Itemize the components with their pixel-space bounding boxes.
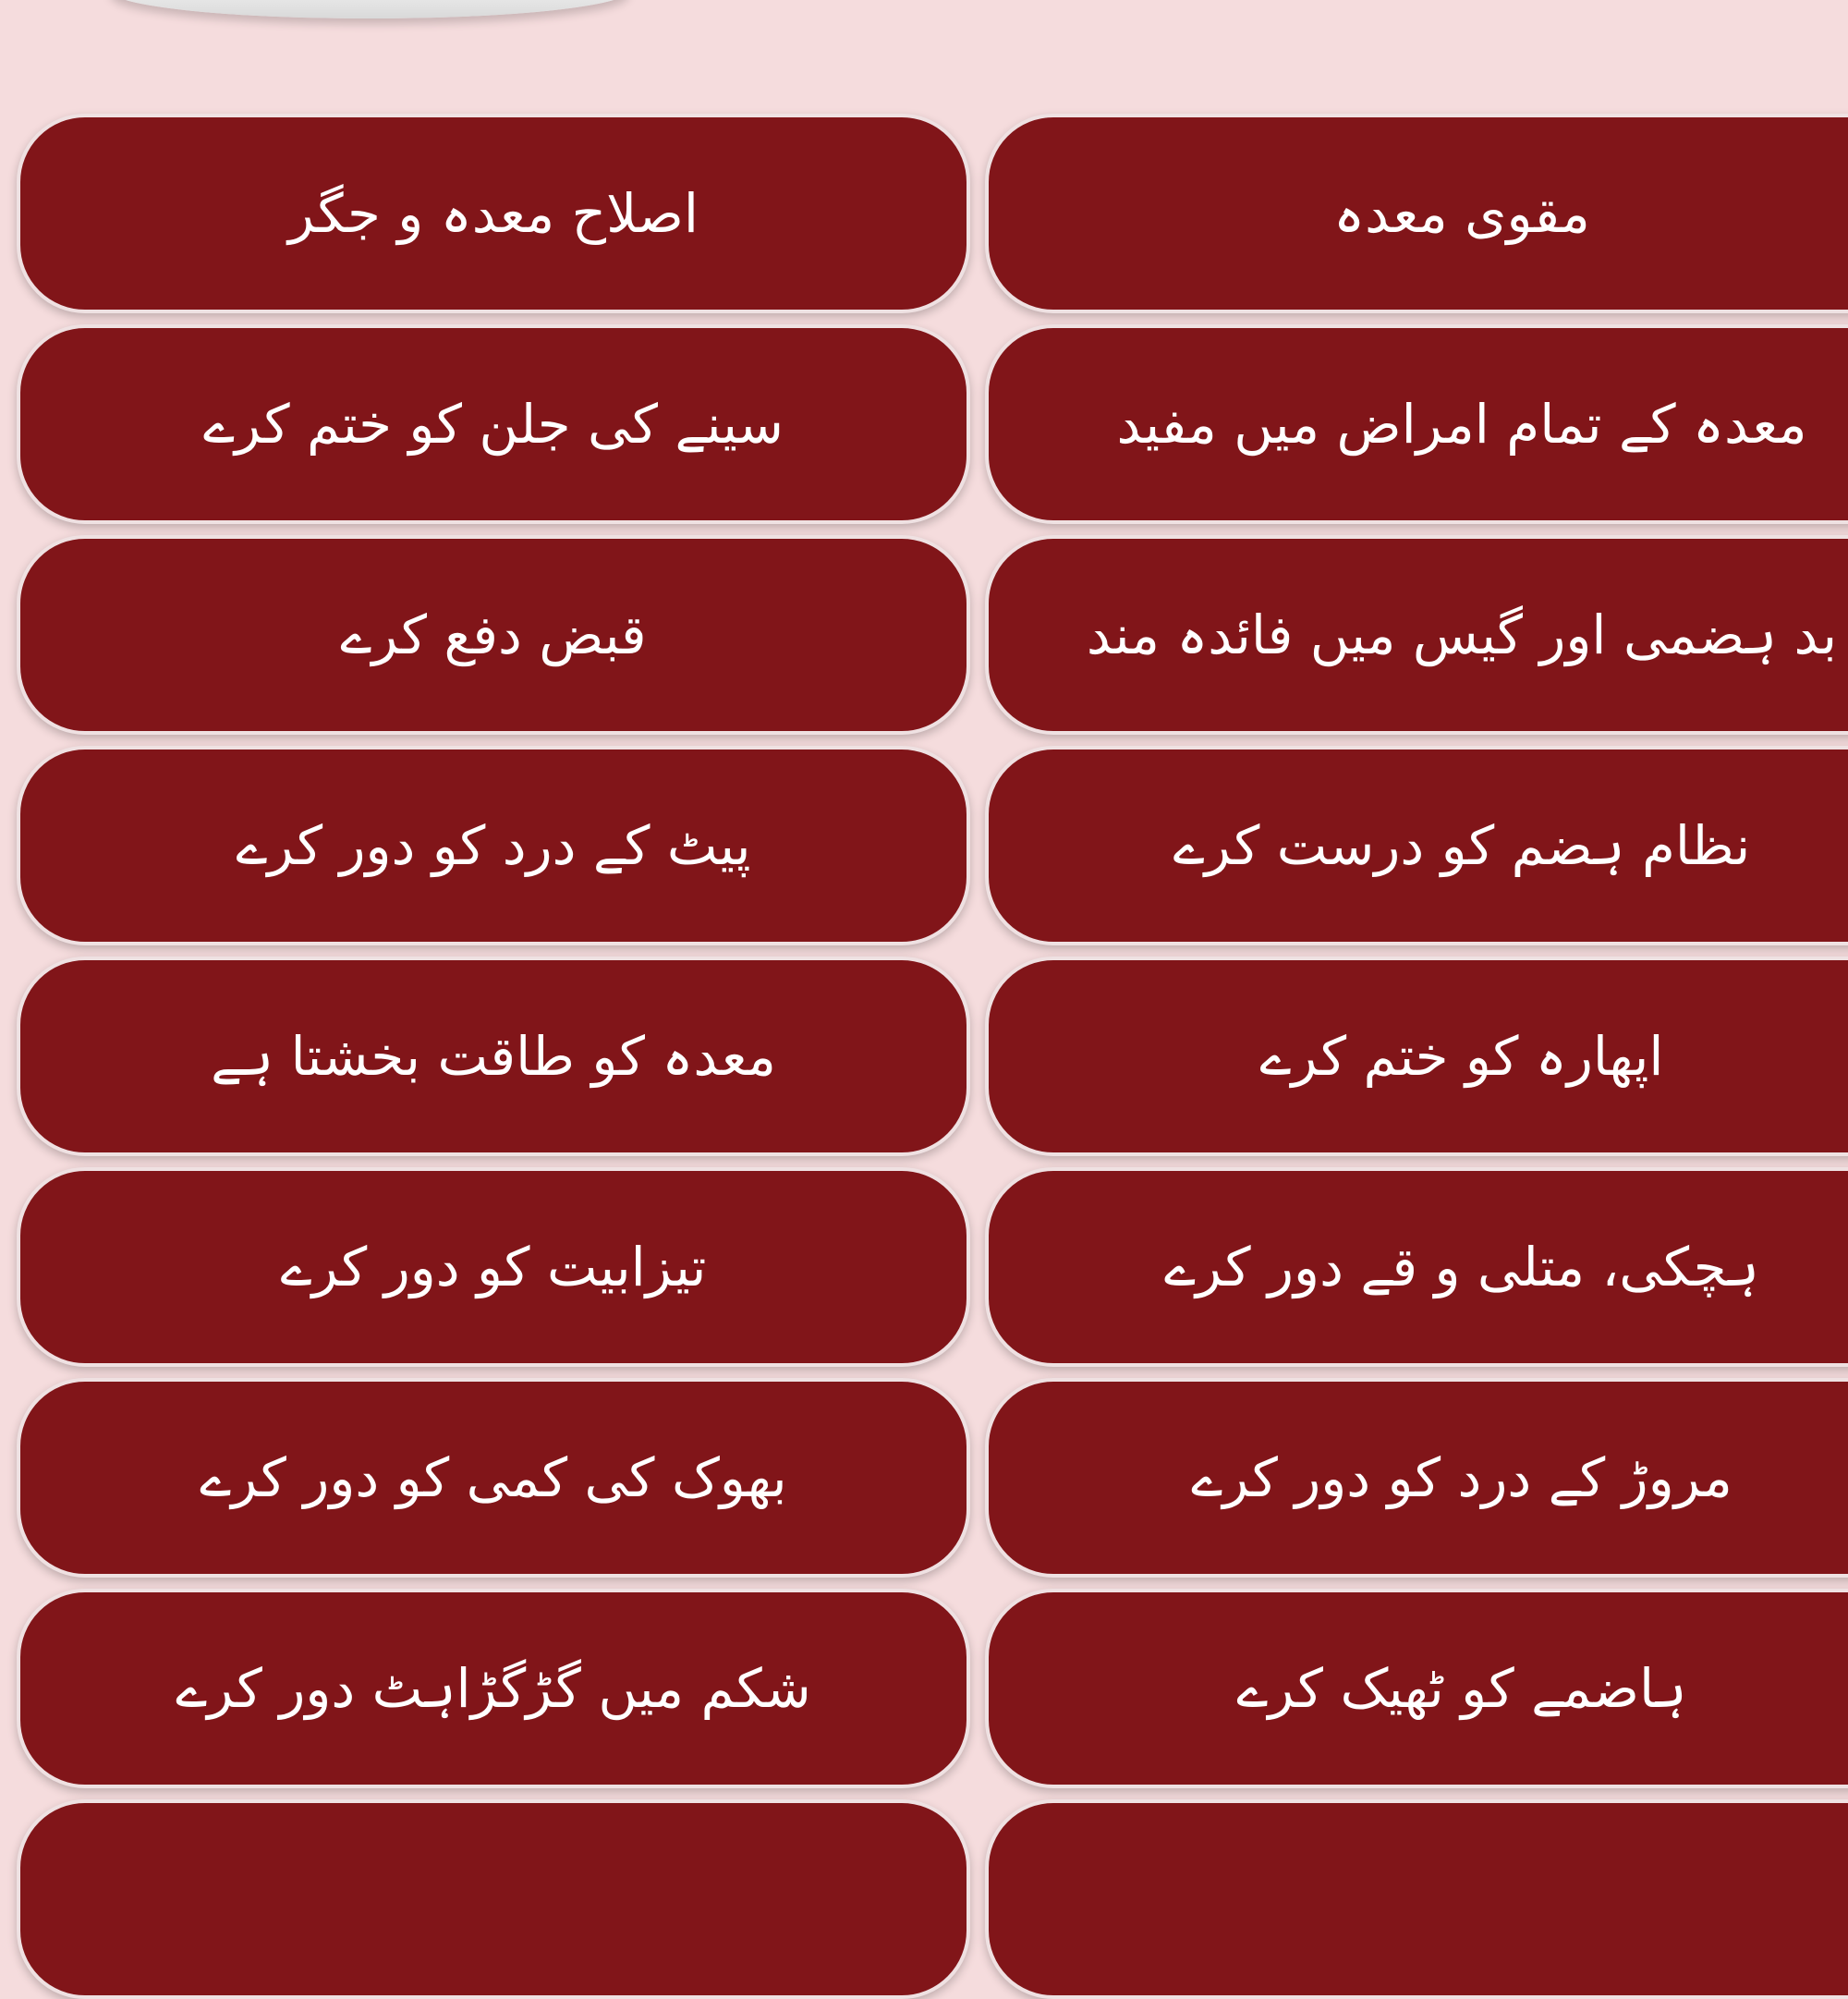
- benefit-label: سینے کی جلن کو ختم کرے: [202, 393, 784, 456]
- benefit-label: بھوک کی کمی کو دور کرے: [200, 1446, 787, 1509]
- benefit-left-8: [17, 1589, 970, 1788]
- benefit-label: نظام ہضم کو درست کرے: [1173, 814, 1751, 877]
- benefit-right-1: [985, 114, 1848, 313]
- benefit-label: قبض دفع کرے: [340, 603, 647, 666]
- benefit-label: معدہ کو طاقت بخشتا ہے: [211, 1025, 776, 1088]
- benefit-label: تیزابیت کو دور کرے: [280, 1236, 707, 1298]
- benefit-right-4: [985, 746, 1848, 945]
- benefit-right-5: [985, 957, 1848, 1156]
- benefit-label: اصلاح معدہ و جگر: [287, 182, 699, 245]
- benefit-right-8: [985, 1589, 1848, 1788]
- benefits-grid: [17, 114, 1838, 1999]
- benefit-label: بد ہضمی اور گیس میں فائدہ مند: [1086, 603, 1838, 666]
- benefit-left-2: [17, 324, 970, 524]
- benefit-right-7: [985, 1378, 1848, 1578]
- benefit-left-5: [17, 957, 970, 1156]
- benefit-right-6: [985, 1167, 1848, 1367]
- benefit-left-1: [17, 114, 970, 313]
- benefit-left-6: [17, 1167, 970, 1367]
- benefit-label: شکم میں گڑگڑاہٹ دور کرے: [176, 1657, 811, 1720]
- benefit-right-2: [985, 324, 1848, 524]
- benefit-label: مقوی معدہ: [1333, 182, 1590, 245]
- benefit-label: ہاضمے کو ٹھیک کرے: [1236, 1657, 1687, 1720]
- benefit-label: اپھارہ کو ختم کرے: [1259, 1025, 1664, 1088]
- benefit-left-4: [17, 746, 970, 945]
- benefit-right-9: [985, 1799, 1848, 1999]
- benefit-label: مروڑ کے درد کو دور کرے: [1191, 1446, 1732, 1509]
- benefit-right-3: [985, 535, 1848, 735]
- benefit-label: ہچکی، متلی و قے دور کرے: [1164, 1236, 1759, 1298]
- benefit-left-7: [17, 1378, 970, 1578]
- benefit-left-9: [17, 1799, 970, 1999]
- benefit-label: پیٹ کے درد کو دور کرے: [236, 814, 751, 877]
- top-decorative-shape: [111, 0, 628, 18]
- benefit-left-3: [17, 535, 970, 735]
- benefit-label: معدہ کے تمام امراض میں مفید: [1116, 393, 1807, 456]
